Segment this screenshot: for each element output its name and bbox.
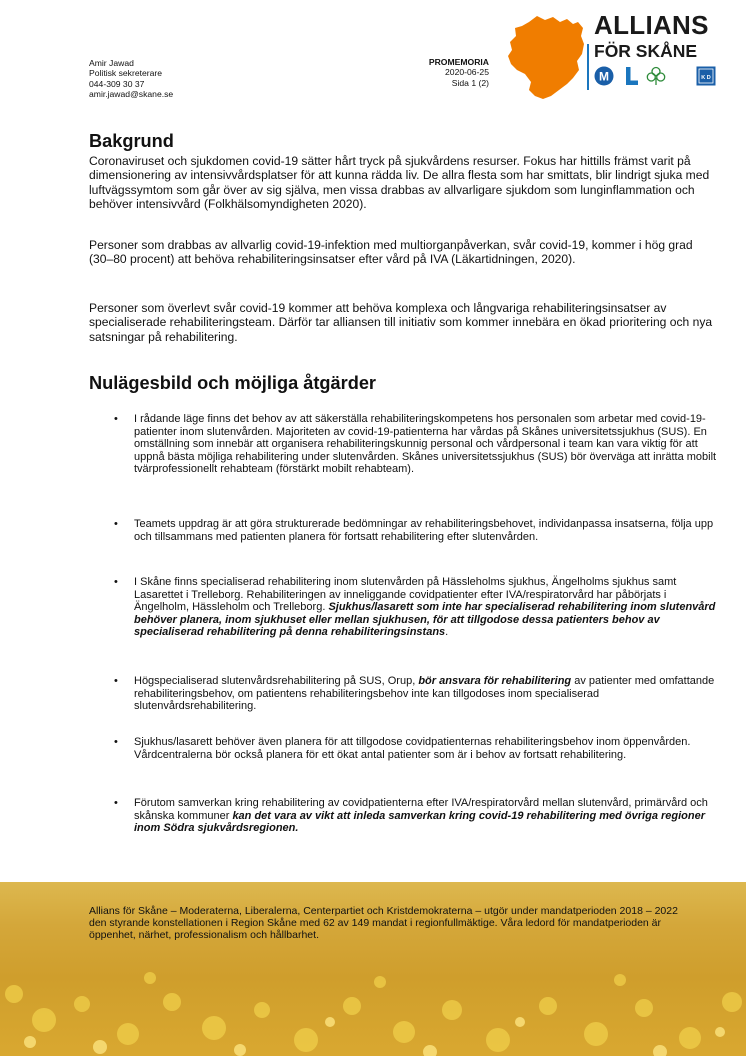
list-item: Förutom samverkan kring rehabilitering av covidpatienterna efter IVA/respiratorvård mellan slutenvård, primärvård och skånska kommuner kan det vara av vikt att inleda samverkan kring covid-19 rehabilitering med övriga regioner inom Södra sjukvårdsregionen. — [134, 797, 708, 834]
doc-date: 2020-06-25 — [445, 67, 489, 78]
moderaterna-icon — [594, 66, 614, 86]
page-number: Sida 1 (2) — [451, 77, 489, 88]
section-heading-current-situation: Nulägesbild och möjliga åtgärder — [89, 373, 377, 393]
logo-title: ALLIANS — [594, 10, 709, 40]
doc-type: PROMEMORIA — [428, 57, 489, 67]
bullet-marker: • — [114, 413, 118, 425]
list-item: Teamets uppdrag är att göra strukturerade bedömningar av rehabiliteringsbehovet, individanpassa insatserna, följa upp och tillsammans med patienten planera för fortsatt rehabilitering efter slutenvården. — [134, 518, 714, 543]
list-item: I rådande läge finns det behov av att säkerställa rehabiliteringskompetens hos personalen som arbetar med covid-19-patienter inom slutenvården. Majoriteten av covid-19-patienterna har vårdas på Skånes universitetssjukhus (SUS). En omställning som innebär att organisera rehabiliteringskunnig personal och vårdpersonal i team kan vara viktig för att uppnå bästa möjliga rehabilitering under slutenvården. Skånes universitetssjukhus (SUS) bör överväga att inrätta mobilt tvärprofessionellt rehabteam (förstärkt mobilt rehabteam). — [134, 413, 717, 475]
bullet-marker: • — [114, 518, 118, 530]
logo-divider — [587, 44, 589, 90]
bullet-marker: • — [114, 797, 118, 809]
skane-map-logo — [507, 14, 585, 101]
author-block — [89, 58, 173, 99]
svg-text:K D: K D — [701, 75, 711, 81]
paragraph: Coronaviruset och sjukdomen covid-19 sätter hårt tryck på sjukvårdens resurser. Fokus har hittills främst varit på dimensionering av intensivvårdsplatser för att kunna rädda liv. De allra flesta som har smittats, blir lindrigt sjuka med luftvägssymtom som går över av sig själva, men vissa drabbas av allvarligare sjukdom som lunginflammation och behöver intensivvård (Folkhälsomyndigheten 2020). — [89, 154, 710, 212]
list-item: Sjukhus/lasarett behöver även planera för att tillgodose covidpatienternas rehabiliteringsbehov inom öppenvården. Vårdcentralerna bör också planera för ett ökat antal patienter som är i behov av fortsatt rehabilitering. — [134, 736, 691, 761]
paragraph: Personer som drabbas av allvarlig covid-19-infektion med multiorganpåverkan, svår covid-19, kommer i hög grad (30–80 procent) att behöva rehabiliteringsinsatser efter vård på IVA (Läkartidningen, 2020). — [89, 238, 693, 267]
author-phone: 044-309 30 37 — [89, 78, 145, 89]
liberalerna-icon — [621, 66, 641, 86]
list-item: I Skåne finns specialiserad rehabilitering inom slutenvården på Hässleholms sjukhus, Ängelholms sjukhus samt Lasarettet i Trelleborg. Rehabiliteringen av inneliggande covidpatienter efter IVA/respiratorvård har påbörjats i Ängelholm, Hässleholm och Trelleborg. Sjukhus/lasarett som inte har specialiserad rehabilitering inom slutenvård behöver planera, inom sjukhuset eller mellan sjukhusen, för att tillgodose dessa patienters behov av specialiserad rehabilitering på denna rehabiliteringsinstans. — [134, 576, 716, 638]
logo-subtitle: FÖR SKÅNE — [594, 41, 698, 61]
footer-banner — [0, 882, 746, 1056]
paragraph: Personer som överlevt svår covid-19 kommer att behöva komplexa och långvariga rehabiliteringsinsatser av specialiserade rehabiliteringsteam. Därför tar alliansen till initiativ som kommer innebära en ökad prioritering och nya satsningar på rehabilitering. — [89, 301, 713, 344]
footer-text: Allians för Skåne – Moderaterna, Liberalerna, Centerpartiet och Kristdemokraterna – utgör under mandatperioden 2018 – 2022 den styrande konstellationen i Region Skåne med 62 av 149 mandat i regionfullmäktige. Våra ledord för mandatperioden är öppenhet, närhet, professionalism och hållbarhet. — [89, 905, 678, 942]
document-meta — [380, 57, 489, 88]
kristdemokraterna-icon — [696, 66, 716, 86]
bullet-marker: • — [114, 576, 118, 588]
bullet-marker: • — [114, 675, 118, 687]
centerpartiet-clover-icon — [646, 66, 666, 86]
author-title: Politisk sekreterare — [89, 68, 163, 79]
author-name: Amir Jawad — [89, 58, 134, 68]
svg-text:M: M — [599, 69, 609, 84]
list-item: Högspecialiserad slutenvårdsrehabilitering på SUS, Orup, bör ansvara för rehabilitering av patienter med omfattande rehabiliteringsbehov, om patientens rehabiliteringsbehov inte kan tillgodoses inom specialiserad slutenvårdsrehabilitering. — [134, 675, 715, 712]
section-heading-background: Bakgrund — [89, 131, 174, 151]
bullet-marker: • — [114, 736, 118, 748]
author-email[interactable]: amir.jawad@skane.se — [89, 88, 174, 99]
